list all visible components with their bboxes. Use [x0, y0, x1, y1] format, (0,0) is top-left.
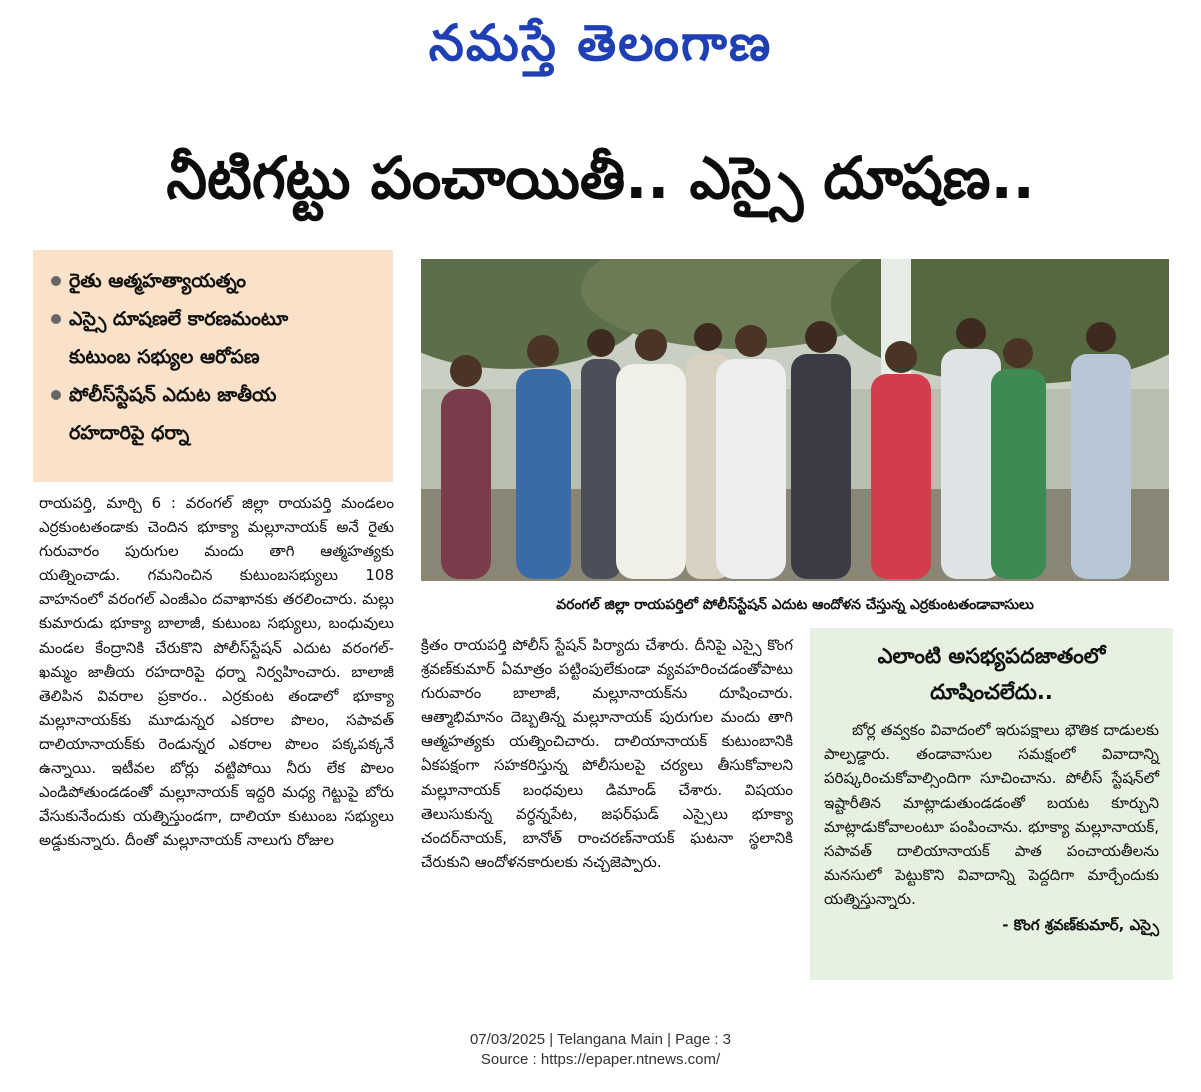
sidebar-title-line: దూషించలేదు..: [930, 680, 1053, 704]
bullet-icon: [51, 314, 61, 324]
bullet-icon: [51, 390, 61, 400]
highlight-continuation: [47, 414, 379, 452]
highlights-box: [33, 250, 393, 482]
quote-sidebar: [810, 628, 1173, 980]
highlight-text: రహదారిపై ధర్నా: [69, 422, 190, 444]
highlight-text: పోలీస్‌స్టేషన్ ఎదుట జాతీయ: [69, 384, 277, 406]
sidebar-body: [824, 718, 1159, 912]
article-text: రాయపర్తి, మార్చి 6 : వరంగల్ జిల్లా రాయపర్తి మండలం ఎర్రకుంటతండాకు చెందిన భూక్యా మల్లూనాయక్ అనే రైతు గురువారం పురుగుల మందు తాగి ఆత్మహత్యకు యత్నించాడు. గమనించిన కుటుంబసభ్యులు 108 వాహనంలో వరంగల్ ఎంజీఎం దవాఖానకు తరలించారు. మల్లు కుమారుడు భూక్యా బాలాజీ, కుటుంబ సభ్యులు, బంధువులు మండల కేంద్రానికి చేరుకొని పోలీస్‌స్టేషన్ ఎదుట వరంగల్-ఖమ్మం జాతీయ రహదారిపై ధర్నా నిర్వహించారు. బాలాజీ తెలిపిన వివరాల ప్రకారం.. ఎర్రకుంట తండాలో భూక్యా మల్లూనాయక్‌కు మూడున్నర ఎకరాల పొలం, సపావత్ దాలియానాయక్‌కు రెండున్నర ఎకరాల పొలం పక్కపక్కనే ఉన్నాయి. ఇటీవల బోర్లు వట్టిపోయి నీరు లేక పొలం ఎండిపోతుండడంతో మల్లూనాయక్ ఇద్దరి మధ్య గెట్టుపై బోరు వేసుకునేందుకు యత్నిస్తుండగా, దాలియా కుటుంబ సభ్యులు అడ్డుకున్నారు. దీంతో మల్లూనాయక్ నాలుగు రోజుల: [39, 494, 394, 850]
sidebar-title: [824, 638, 1159, 710]
article-text: క్రితం రాయపర్తి పోలీస్ స్టేషన్ పిర్యాదు చేశారు. దీనిపై ఎస్సై కొంగ శ్రవణ్‌కుమార్ ఏమాత్రం పట్టింపులేకుండా వ్యవహరించడంతోపాటు గురువారం బాలాజీ, మల్లూనాయక్‌ను దూషించారు. ఆత్మాభిమానం దెబ్బతిన్న మల్లూనాయక్ పురుగుల మందు తాగి ఆత్మహత్యకు యత్నించిచారు. దాలియానాయక్ కుటుంబానికి ఏకపక్షంగా సహకరిస్తున్న పోలీసులపై చర్యలు తీసుకోవాలని మల్లూనాయక్ బంధవులు డిమాండ్ చేశారు. విషయం తెలుసుకున్న వర్ధన్నపేట, జఫర్‌ఘడ్ ఎస్సైలు భూక్యా చందర్‌నాయక్, బానోత్ రాంచరణ్‌నాయక్ ఘటనా స్థలానికి చేరుకుని ఆందోళనకారులకు నచ్చజెప్పారు.: [421, 636, 793, 871]
article-column-2: [421, 633, 793, 874]
highlight-item: [47, 300, 379, 338]
highlight-item: [47, 376, 379, 414]
news-photo: [421, 259, 1169, 581]
footer-date-edition: 07/03/2025 | Telangana Main | Page : 3: [469, 1031, 732, 1048]
highlight-text: రైతు ఆత్మహత్యాయత్నం: [69, 270, 246, 292]
highlight-text: ఎస్సై దూషణలే కారణమంటూ: [69, 308, 289, 330]
page-footer: [0, 1030, 1201, 1070]
highlight-continuation: [47, 338, 379, 376]
highlight-text: కుటుంబ సభ్యుల ఆరోపణ: [69, 346, 260, 368]
headline: నీటిగట్టు పంచాయితీ.. ఎస్సై దూషణ..: [166, 144, 1035, 212]
highlight-item: [47, 262, 379, 300]
sidebar-text: బోర్ల తవ్వకం వివాదంలో ఇరుపక్షాలు భౌతిక దాడులకు పాల్పడ్డారు. తండావాసుల సమక్షంలో వివాదాన్ని పరిష్కరించుకోవాల్సిందిగా సూచించాను. పోలీస్ స్టేషన్‌లో ఇష్టారీతిన మాట్లాడుతుండడంతో బయట కూర్చుని మాట్లాడుకోవాలంటూ పంపించాను. భూక్యా మల్లూనాయక్, సపావత్ దాలియానాయక్ పాత పంచాయతీలను మనసులో పెట్టుకొని వివాదాన్ని పెద్దదిగా మార్చేందుకు యత్నిస్తున్నారు.: [824, 721, 1159, 909]
photo-caption: వరంగల్ జిల్లా రాయపర్తిలో పోలీస్‌స్టేషన్ ఎదుట ఆందోళన చేస్తున్న ఎర్రకుంటతండావాసులు: [556, 597, 1034, 613]
bullet-icon: [51, 276, 61, 286]
article-column-1: [39, 491, 394, 852]
sidebar-credit: - కొంగ శ్రవణ్‌కుమార్, ఎస్సై: [1002, 915, 1159, 934]
newspaper-masthead: నమస్తే తెలంగాణ: [428, 13, 773, 72]
protest-photo-illustration: [421, 259, 1169, 581]
sidebar-title-line: ఎలాంటి అసభ్యపదజాతంలో: [877, 644, 1106, 668]
footer-source: Source : https://epaper.ntnews.com/: [480, 1051, 721, 1068]
